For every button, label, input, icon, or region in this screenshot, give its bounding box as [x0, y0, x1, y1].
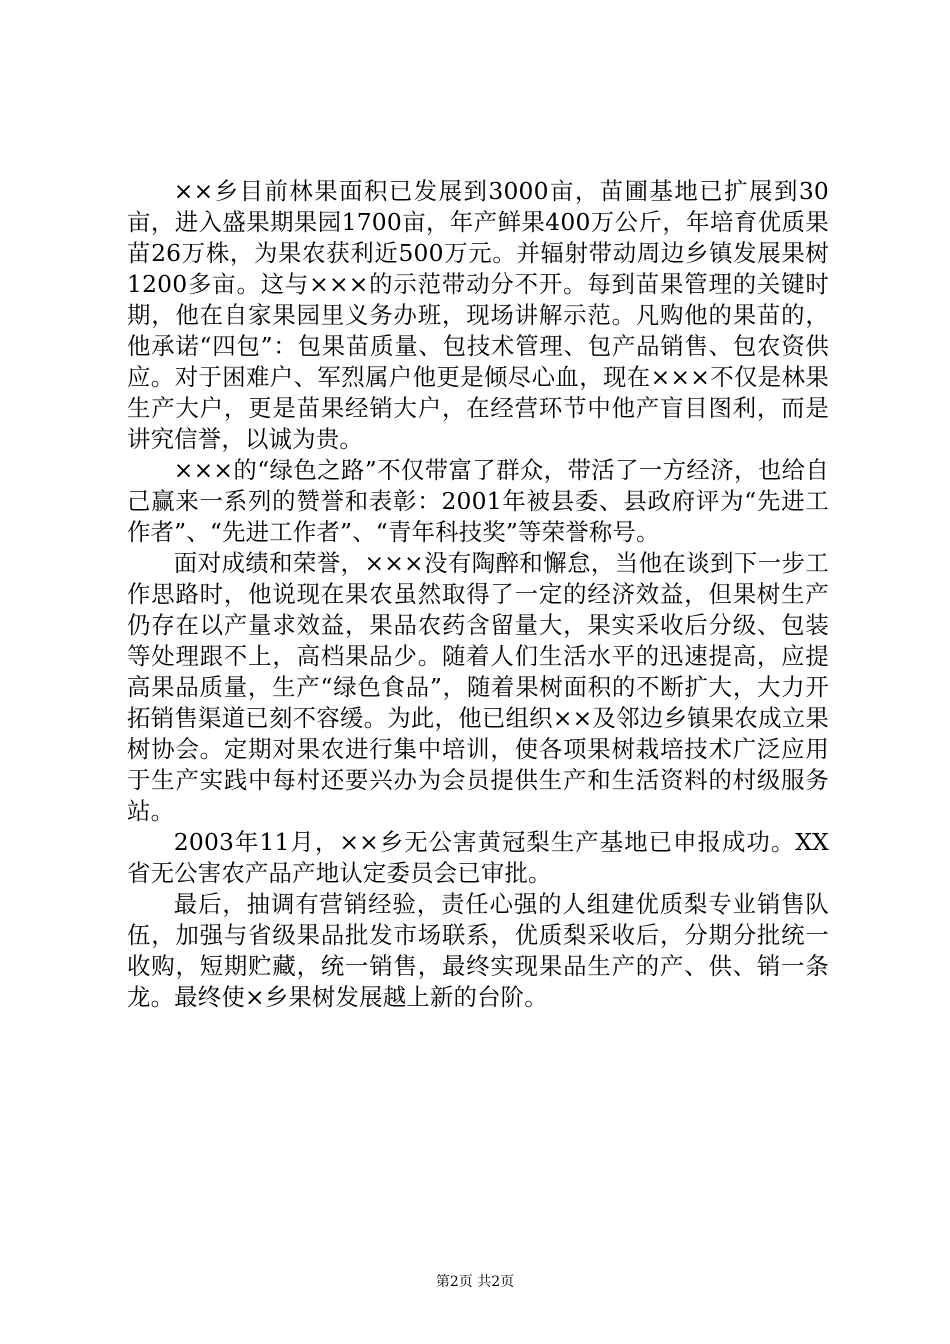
document-body	[127, 176, 829, 1013]
paragraph: ××乡目前林果面积已发展到3000亩，苗圃基地已扩展到30亩，进入盛果期果园1700亩，年产鲜果400万公斤，年培育优质果苗26万株，为果农获利近500万元。并辐射带动周边乡镇发展果树1200多亩。这与×××的示范带动分不开。每到苗果管理的关键时期，他在自家果园里义务办班，现场讲解示范。凡购他的果苗的，他承诺“四包”：包果苗质量、包技术管理、包产品销售、包农资供应。对于困难户、军烈属户他更是倾尽心血，现在×××不仅是林果生产大户，更是苗果经销大户，在经营环节中他产盲目图利，而是讲究信誉，以诚为贵。	[127, 177, 829, 453]
paragraph: ×××的“绿色之路”不仅带富了群众，带活了一方经济，也给自己赢来一系列的赞誉和表彰：2001年被县委、县政府评为“先进工作者”、“先进工作者”、“青年科技奖”等荣誉称号。	[127, 456, 829, 546]
paragraph: 最后，抽调有营销经验，责任心强的人组建优质梨专业销售队伍，加强与省级果品批发市场联系，优质梨采收后，分期分批统一收购，短期贮藏，统一销售，最终实现果品生产的产、供、销一条龙。最终使×乡果树发展越上新的台阶。	[127, 890, 829, 1011]
page-footer: 第2页 共2页	[435, 1274, 515, 1290]
paragraph: 面对成绩和荣誉，×××没有陶醉和懈怠，当他在谈到下一步工作思路时，他说现在果农虽然取得了一定的经济效益，但果树生产仍存在以产量求效益，果品农药含留量大，果实采收后分级、包装等处理跟不上，高档果品少。随着人们生活水平的迅速提高，应提高果品质量，生产“绿色食品”，随着果树面积的不断扩大，大力开拓销售渠道已刻不容缓。为此，他已组织××及邻边乡镇果农成立果树协会。定期对果农进行集中培训，使各项果树栽培技术广泛应用于生产实践中每村还要兴办为会员提供生产和生活资料的村级服务站。	[127, 549, 829, 825]
paragraph: 2003年11月，××乡无公害黄冠梨生产基地已申报成功。XX省无公害农产品产地认定委员会已审批。	[127, 828, 829, 887]
